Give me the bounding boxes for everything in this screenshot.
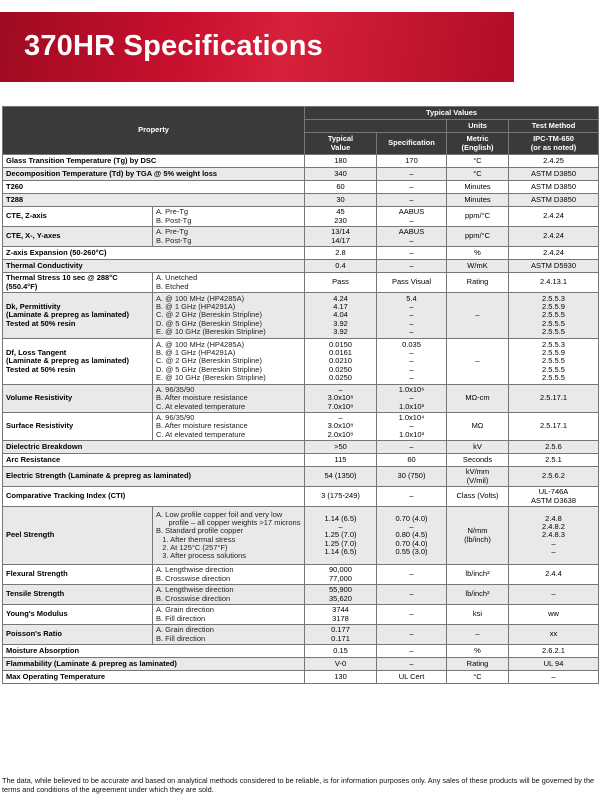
specification-value: 0.70 (4.0) – 0.80 (4.5) 0.70 (4.0) 0.55 (3.0) xyxy=(377,507,447,565)
typical-value: 13/14 14/17 xyxy=(305,227,377,247)
table-row xyxy=(3,413,599,441)
header-spacer xyxy=(305,120,447,133)
typical-value: 0.15 xyxy=(305,645,377,658)
table-row xyxy=(3,168,599,181)
property-name: Flexural Strength xyxy=(3,565,153,585)
specification-value: 1.0x10⁶ – 1.0x10³ xyxy=(377,385,447,413)
test-condition: A. @ 100 MHz (HP4285A) B. @ 1 GHz (HP4291A) C. @ 2 GHz (Bereskin Stripline) D. @ 5 GHz (Bereskin Stripline) E. @ 10 GHz (Bereskin Stripline) xyxy=(153,339,305,385)
typical-value: 45 230 xyxy=(305,207,377,227)
test-method-value: 2.5.1 xyxy=(509,454,599,467)
property-name: Decomposition Temperature (Td) by TGA @ 5% weight loss xyxy=(3,168,305,181)
property-name: Dielectric Breakdown xyxy=(3,441,305,454)
specification-value: – xyxy=(377,247,447,260)
typical-value: 3744 3178 xyxy=(305,605,377,625)
typical-value: 30 xyxy=(305,194,377,207)
units-value: – xyxy=(447,293,509,339)
table-row xyxy=(3,194,599,207)
specification-value: – xyxy=(377,168,447,181)
units-header: Units xyxy=(447,120,509,133)
units-value: % xyxy=(447,247,509,260)
test-method-header: Test Method xyxy=(509,120,599,133)
test-method-value: 2.6.2.1 xyxy=(509,645,599,658)
table-row xyxy=(3,155,599,168)
test-condition: A. Grain direction B. Fill direction xyxy=(153,625,305,645)
test-method-value: 2.4.24 xyxy=(509,227,599,247)
test-condition: A. Pre-Tg B. Post-Tg xyxy=(153,207,305,227)
specification-value: 30 (750) xyxy=(377,467,447,487)
typical-value: 2.8 xyxy=(305,247,377,260)
table-row xyxy=(3,625,599,645)
test-method-value: – xyxy=(509,585,599,605)
table-row xyxy=(3,207,599,227)
table-row xyxy=(3,454,599,467)
table-row xyxy=(3,181,599,194)
units-value: kV/mm (V/mil) xyxy=(447,467,509,487)
typical-value: 55,900 35,620 xyxy=(305,585,377,605)
units-value: MΩ xyxy=(447,413,509,441)
table-row xyxy=(3,260,599,273)
units-value: Minutes xyxy=(447,181,509,194)
property-name: CTE, X-, Y-axes xyxy=(3,227,153,247)
units-value: ppm/°C xyxy=(447,227,509,247)
specification-value: Pass Visual xyxy=(377,273,447,293)
test-method-value: ASTM D3850 xyxy=(509,181,599,194)
table-row xyxy=(3,339,599,385)
typical-value: 3 (175-249) xyxy=(305,487,377,507)
table-row xyxy=(3,671,599,684)
test-method-value: 2.5.17.1 xyxy=(509,385,599,413)
test-method-value: ASTM D3850 xyxy=(509,194,599,207)
units-value: W/mK xyxy=(447,260,509,273)
typical-value: 340 xyxy=(305,168,377,181)
test-method-sub-header: IPC-TM-650 (or as noted) xyxy=(509,133,599,155)
table-row xyxy=(3,273,599,293)
units-value: Class (Volts) xyxy=(447,487,509,507)
property-header: Property xyxy=(3,107,305,155)
specification-value: – xyxy=(377,625,447,645)
specification-value: – xyxy=(377,658,447,671)
table-row xyxy=(3,293,599,339)
specification-value: – xyxy=(377,605,447,625)
units-value: N/mm (lb/inch) xyxy=(447,507,509,565)
specification-value: AABUS – xyxy=(377,207,447,227)
test-method-value: 2.4.8 2.4.8.2 2.4.8.3 – – xyxy=(509,507,599,565)
specification-value: – xyxy=(377,441,447,454)
table-row xyxy=(3,385,599,413)
test-method-value: ww xyxy=(509,605,599,625)
test-condition: A. 96/35/90 B. After moisture resistance C. At elevated temperature xyxy=(153,413,305,441)
property-name: T288 xyxy=(3,194,305,207)
property-name: T260 xyxy=(3,181,305,194)
typical-value: Pass xyxy=(305,273,377,293)
specifications-table xyxy=(2,106,599,684)
units-value: °C xyxy=(447,168,509,181)
property-name: Surface Resistivity xyxy=(3,413,153,441)
units-sub-header: Metric (English) xyxy=(447,133,509,155)
specification-value: – xyxy=(377,487,447,507)
units-value: Minutes xyxy=(447,194,509,207)
test-method-value: xx xyxy=(509,625,599,645)
specification-value: – xyxy=(377,181,447,194)
property-name: Moisture Absorption xyxy=(3,645,305,658)
table-row xyxy=(3,658,599,671)
property-name: Volume Resistivity xyxy=(3,385,153,413)
test-method-value: 2.4.24 xyxy=(509,247,599,260)
specification-value: – xyxy=(377,585,447,605)
units-value: ppm/°C xyxy=(447,207,509,227)
test-condition: A. 96/35/90 B. After moisture resistance C. At elevated temperature xyxy=(153,385,305,413)
test-method-value: 2.5.5.3 2.5.5.9 2.5.5.5 2.5.5.5 2.5.5.5 xyxy=(509,293,599,339)
units-value: – xyxy=(447,625,509,645)
units-value: ksi xyxy=(447,605,509,625)
property-name: Peel Strength xyxy=(3,507,153,565)
test-method-value: 2.5.6 xyxy=(509,441,599,454)
typical-value: 0.4 xyxy=(305,260,377,273)
test-condition: A. Lengthwise direction B. Crosswise direction xyxy=(153,585,305,605)
test-method-value: 2.5.17.1 xyxy=(509,413,599,441)
units-value: – xyxy=(447,339,509,385)
typical-value: 180 xyxy=(305,155,377,168)
units-value: Rating xyxy=(447,273,509,293)
specification-value: 1.0x10⁴ – 1.0x10³ xyxy=(377,413,447,441)
page-title: 370HR Specifications xyxy=(24,30,323,62)
typical-value: >50 xyxy=(305,441,377,454)
table-row xyxy=(3,585,599,605)
table-row xyxy=(3,247,599,260)
property-name: Comparative Tracking Index (CTI) xyxy=(3,487,305,507)
table-row xyxy=(3,227,599,247)
typical-value: 60 xyxy=(305,181,377,194)
typical-value: – 3.0x10⁸ 7.0x10⁸ xyxy=(305,385,377,413)
test-method-value: ASTM D3850 xyxy=(509,168,599,181)
table-row xyxy=(3,467,599,487)
units-value: MΩ-cm xyxy=(447,385,509,413)
property-name: Dk, Permittivity (Laminate & prepreg as laminated) Tested at 50% resin xyxy=(3,293,153,339)
test-condition: A. Low profile copper foil and very low profile – all copper weights >17 microns B. Standard profile copper 1. After thermal stress 2. At 125°C (257°F) 3. After process solutions xyxy=(153,507,305,565)
units-value: Seconds xyxy=(447,454,509,467)
typical-value: – 3.0x10⁸ 2.0x10⁸ xyxy=(305,413,377,441)
property-name: Glass Transition Temperature (Tg) by DSC xyxy=(3,155,305,168)
property-name: Poisson's Ratio xyxy=(3,625,153,645)
typical-value: 4.24 4.17 4.04 3.92 3.92 xyxy=(305,293,377,339)
units-value: °C xyxy=(447,671,509,684)
test-method-value: UL-746A ASTM D3638 xyxy=(509,487,599,507)
test-method-value: 2.5.6.2 xyxy=(509,467,599,487)
test-condition: A. Unetched B. Etched xyxy=(153,273,305,293)
property-name: Max Operating Temperature xyxy=(3,671,305,684)
table-row xyxy=(3,605,599,625)
specification-value: – xyxy=(377,565,447,585)
property-name: Thermal Stress 10 sec @ 288°C (550.4°F) xyxy=(3,273,153,293)
test-method-value: 2.4.13.1 xyxy=(509,273,599,293)
specification-value: 60 xyxy=(377,454,447,467)
test-condition: A. Lengthwise direction B. Crosswise direction xyxy=(153,565,305,585)
table-row xyxy=(3,487,599,507)
test-method-value: – xyxy=(509,671,599,684)
property-name: Electric Strength (Laminate & prepreg as laminated) xyxy=(3,467,305,487)
units-value: °C xyxy=(447,155,509,168)
property-name: Df, Loss Tangent (Laminate & prepreg as laminated) Tested at 50% resin xyxy=(3,339,153,385)
typical-value: 0.177 0.171 xyxy=(305,625,377,645)
property-name: Z-axis Expansion (50-260°C) xyxy=(3,247,305,260)
table-row xyxy=(3,507,599,565)
test-condition: A. @ 100 MHz (HP4285A) B. @ 1 GHz (HP4291A) C. @ 2 GHz (Bereskin Stripline) D. @ 5 GHz (Bereskin Stripline) E. @ 10 GHz (Bereskin Stripline) xyxy=(153,293,305,339)
test-method-value: 2.4.24 xyxy=(509,207,599,227)
table-row xyxy=(3,441,599,454)
test-condition: A. Pre-Tg B. Post-Tg xyxy=(153,227,305,247)
specification-value: – xyxy=(377,645,447,658)
property-name: Thermal Conductivity xyxy=(3,260,305,273)
property-name: Flammability (Laminate & prepreg as laminated) xyxy=(3,658,305,671)
typical-value: 1.14 (6.5) – 1.25 (7.0) 1.25 (7.0) 1.14 (6.5) xyxy=(305,507,377,565)
specification-header: Specification xyxy=(377,133,447,155)
title-banner xyxy=(0,12,514,82)
test-method-value: 2.5.5.3 2.5.5.9 2.5.5.5 2.5.5.5 2.5.5.5 xyxy=(509,339,599,385)
property-name: Young's Modulus xyxy=(3,605,153,625)
property-name: Tensile Strength xyxy=(3,585,153,605)
units-value: % xyxy=(447,645,509,658)
specification-value: AABUS – xyxy=(377,227,447,247)
test-method-value: 2.4.25 xyxy=(509,155,599,168)
specification-value: 0.035 – – – – xyxy=(377,339,447,385)
spec-rows xyxy=(3,155,599,684)
typical-value: 115 xyxy=(305,454,377,467)
typical-value: 90,000 77,000 xyxy=(305,565,377,585)
typical-value: 54 (1350) xyxy=(305,467,377,487)
typical-value-header: Typical Value xyxy=(305,133,377,155)
typical-values-header: Typical Values xyxy=(305,107,599,120)
disclaimer-footnote: The data, while believed to be accurate and based on analytical methods considered to be reliable, is for information purposes only. Any sales of these products will be governed by the terms and conditions of the agreement under which they are sold. xyxy=(2,776,595,794)
units-value: lb/inch² xyxy=(447,585,509,605)
property-name: Arc Resistance xyxy=(3,454,305,467)
specification-value: 5.4 – – – – xyxy=(377,293,447,339)
specification-value: – xyxy=(377,260,447,273)
table-row xyxy=(3,645,599,658)
units-value: Rating xyxy=(447,658,509,671)
specification-value: – xyxy=(377,194,447,207)
table-row xyxy=(3,565,599,585)
test-method-value: 2.4.4 xyxy=(509,565,599,585)
property-name: CTE, Z-axis xyxy=(3,207,153,227)
specification-value: UL Cert xyxy=(377,671,447,684)
typical-value: 0.0150 0.0161 0.0210 0.0250 0.0250 xyxy=(305,339,377,385)
specification-value: 170 xyxy=(377,155,447,168)
typical-value: V-0 xyxy=(305,658,377,671)
test-method-value: ASTM D5930 xyxy=(509,260,599,273)
units-value: kV xyxy=(447,441,509,454)
units-value: lb/inch² xyxy=(447,565,509,585)
test-condition: A. Grain direction B. Fill direction xyxy=(153,605,305,625)
test-method-value: UL 94 xyxy=(509,658,599,671)
typical-value: 130 xyxy=(305,671,377,684)
